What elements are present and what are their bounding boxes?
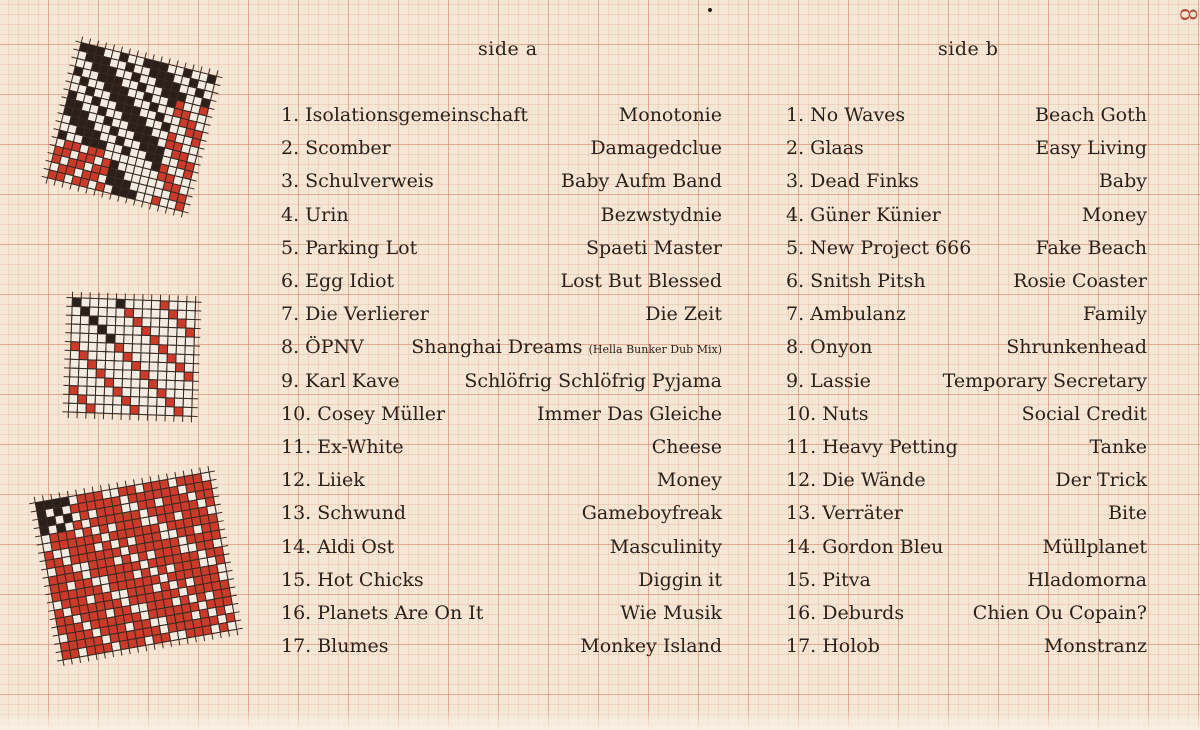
track-number: 7. bbox=[281, 303, 300, 326]
track-number: 6. bbox=[281, 270, 300, 292]
track-row bbox=[786, 299, 1147, 329]
track-number: 17. bbox=[281, 635, 312, 658]
corner-mark: 8 bbox=[1174, 7, 1200, 22]
track-title bbox=[1006, 336, 1147, 358]
track-left bbox=[281, 137, 391, 159]
track-title-note: (Hella Bunker Dub Mix) bbox=[588, 343, 722, 357]
track-left bbox=[281, 635, 389, 657]
track-artist: Schwund bbox=[317, 502, 407, 525]
track-title bbox=[1036, 237, 1147, 259]
track-number: 16. bbox=[281, 602, 312, 624]
track-artist: Scomber bbox=[305, 137, 391, 160]
track-left bbox=[281, 403, 445, 425]
track-number: 9. bbox=[786, 369, 805, 392]
track-left bbox=[281, 436, 404, 458]
track-artist: Cosey Müller bbox=[317, 402, 446, 425]
track-left bbox=[786, 336, 872, 358]
track-left bbox=[281, 336, 364, 358]
track-artist: Snitsh Pitsh bbox=[810, 270, 926, 292]
track-left bbox=[281, 370, 399, 392]
track-left bbox=[786, 104, 905, 126]
track-title-text: Money bbox=[656, 469, 722, 492]
track-title bbox=[561, 170, 722, 192]
track-title bbox=[619, 104, 722, 126]
track-title bbox=[586, 237, 722, 259]
track-artist: Die Wände bbox=[822, 469, 926, 492]
track-title bbox=[411, 336, 722, 358]
track-number: 2. bbox=[786, 137, 805, 160]
track-left bbox=[281, 469, 365, 491]
track-number: 9. bbox=[281, 369, 300, 392]
track-title-text: Shanghai Dreams bbox=[411, 336, 583, 359]
track-artist: ÖPNV bbox=[305, 336, 364, 359]
ink-dot bbox=[708, 8, 712, 12]
track-row bbox=[281, 299, 722, 329]
track-title bbox=[1055, 469, 1147, 491]
track-artist: Onyon bbox=[810, 336, 873, 359]
track-artist: Karl Kave bbox=[305, 369, 400, 392]
track-left bbox=[786, 204, 941, 226]
track-left bbox=[281, 237, 417, 259]
track-row bbox=[786, 200, 1147, 230]
track-artist: Parking Lot bbox=[305, 236, 418, 259]
track-number: 3. bbox=[786, 170, 805, 193]
track-artist: Urin bbox=[305, 203, 349, 226]
track-title-text: Rosie Coaster bbox=[1013, 270, 1147, 292]
track-title-text: Monstranz bbox=[1043, 635, 1147, 658]
track-left bbox=[786, 536, 943, 558]
track-title-text: Damagedclue bbox=[590, 137, 722, 160]
track-left bbox=[786, 137, 864, 159]
track-artist: New Project 666 bbox=[810, 236, 972, 259]
track-row bbox=[281, 399, 722, 429]
track-title bbox=[652, 436, 722, 458]
track-artist: Nuts bbox=[822, 402, 869, 425]
track-row bbox=[786, 465, 1147, 495]
track-row bbox=[786, 233, 1147, 263]
track-title bbox=[601, 204, 722, 226]
track-row bbox=[281, 631, 722, 661]
track-artist: Deburds bbox=[822, 602, 905, 624]
track-artist: No Waves bbox=[810, 104, 906, 126]
track-left bbox=[281, 502, 406, 524]
track-row bbox=[786, 266, 1147, 296]
weave-pattern-diagonal-stripes-icon bbox=[40, 22, 225, 232]
track-number: 7. bbox=[786, 303, 805, 326]
track-number: 5. bbox=[786, 236, 805, 259]
track-number: 10. bbox=[281, 402, 312, 425]
track-number: 14. bbox=[786, 535, 817, 558]
track-number: 3. bbox=[281, 170, 300, 193]
track-title bbox=[464, 370, 722, 392]
track-artist: Verräter bbox=[822, 502, 903, 525]
track-row bbox=[281, 233, 722, 263]
track-title-text: Monkey Island bbox=[580, 635, 722, 658]
track-number: 5. bbox=[281, 236, 300, 259]
track-left bbox=[281, 303, 429, 325]
track-number: 13. bbox=[786, 502, 817, 525]
track-left bbox=[281, 569, 424, 591]
track-title bbox=[1044, 635, 1147, 657]
track-row bbox=[786, 133, 1147, 163]
track-row bbox=[786, 498, 1147, 528]
track-number: 4. bbox=[281, 203, 300, 226]
track-title-text: Masculinity bbox=[609, 535, 722, 558]
track-artist: Lassie bbox=[810, 369, 871, 392]
track-title bbox=[943, 370, 1147, 392]
track-left bbox=[786, 635, 880, 657]
track-artist: Liiek bbox=[317, 469, 365, 492]
track-title bbox=[1027, 569, 1147, 591]
track-left bbox=[281, 204, 349, 226]
track-title-text: Cheese bbox=[651, 436, 722, 458]
track-artist: Schulverweis bbox=[305, 170, 434, 193]
track-row bbox=[786, 366, 1147, 396]
track-left bbox=[786, 403, 868, 425]
track-artist: Gordon Bleu bbox=[822, 535, 944, 558]
track-row bbox=[281, 366, 722, 396]
track-title bbox=[580, 635, 722, 657]
track-artist: Glaas bbox=[810, 137, 864, 160]
track-artist: Hot Chicks bbox=[317, 568, 424, 591]
track-artist: Pitva bbox=[822, 568, 871, 591]
track-number: 4. bbox=[786, 203, 805, 226]
track-row bbox=[281, 200, 722, 230]
track-left bbox=[786, 270, 926, 292]
track-row bbox=[281, 465, 722, 495]
track-row bbox=[786, 532, 1147, 562]
track-title bbox=[1022, 403, 1147, 425]
track-title-text: Tanke bbox=[1089, 436, 1147, 458]
track-artist: Ex-White bbox=[317, 436, 404, 458]
track-artist: Blumes bbox=[317, 635, 389, 658]
track-title-text: Fake Beach bbox=[1035, 236, 1147, 259]
track-left bbox=[281, 270, 394, 292]
track-title bbox=[1035, 104, 1147, 126]
track-number: 2. bbox=[281, 137, 300, 160]
track-title-text: Social Credit bbox=[1021, 402, 1147, 425]
track-number: 10. bbox=[786, 402, 817, 425]
track-artist: Heavy Petting bbox=[822, 436, 958, 458]
weave-pattern-red-stripes-icon bbox=[60, 290, 205, 425]
track-left bbox=[786, 170, 919, 192]
track-row bbox=[281, 598, 722, 628]
track-title bbox=[1083, 303, 1147, 325]
track-artist: Ambulanz bbox=[810, 303, 906, 326]
track-left bbox=[281, 170, 434, 192]
track-artist: Holob bbox=[822, 635, 880, 658]
track-title-text: Money bbox=[1081, 203, 1147, 226]
track-left bbox=[786, 237, 971, 259]
track-row bbox=[786, 100, 1147, 130]
track-left bbox=[281, 104, 528, 126]
track-number: 1. bbox=[281, 104, 300, 126]
track-title bbox=[610, 536, 722, 558]
track-number: 13. bbox=[281, 502, 312, 525]
track-row bbox=[786, 565, 1147, 595]
track-number: 6. bbox=[786, 270, 805, 292]
track-row bbox=[281, 100, 722, 130]
track-left bbox=[786, 436, 958, 458]
track-row bbox=[281, 532, 722, 562]
track-title-text: Wie Musik bbox=[620, 602, 722, 624]
weave-pattern-red-check-icon bbox=[24, 462, 249, 672]
track-title-text: Diggin it bbox=[638, 568, 722, 591]
track-title-text: Beach Goth bbox=[1035, 104, 1147, 126]
track-number: 12. bbox=[786, 469, 817, 492]
track-number: 1. bbox=[786, 104, 805, 126]
track-row bbox=[281, 332, 722, 362]
track-number: 8. bbox=[786, 336, 805, 359]
track-title-text: Der Trick bbox=[1055, 469, 1147, 492]
track-number: 8. bbox=[281, 336, 300, 359]
track-left bbox=[281, 602, 483, 624]
track-artist: Planets Are On It bbox=[317, 602, 484, 624]
track-row bbox=[281, 432, 722, 462]
track-title bbox=[582, 502, 722, 524]
track-title-text: Immer Das Gleiche bbox=[537, 402, 722, 425]
track-row bbox=[786, 432, 1147, 462]
track-row bbox=[786, 598, 1147, 628]
track-title-text: Die Zeit bbox=[645, 303, 722, 326]
track-number: 17. bbox=[786, 635, 817, 658]
track-title bbox=[1099, 170, 1147, 192]
track-left bbox=[786, 502, 903, 524]
track-title-text: Schlöfrig Schlöfrig Pyjama bbox=[464, 369, 722, 392]
track-title bbox=[590, 137, 722, 159]
side-b-title: side b bbox=[938, 38, 999, 60]
track-title-text: Bite bbox=[1108, 502, 1147, 525]
track-title bbox=[638, 569, 722, 591]
track-left bbox=[281, 536, 394, 558]
track-title bbox=[1013, 270, 1147, 292]
track-number: 15. bbox=[786, 568, 817, 591]
track-title bbox=[1042, 536, 1147, 558]
track-left bbox=[786, 602, 904, 624]
track-number: 16. bbox=[786, 602, 817, 624]
track-left bbox=[786, 569, 871, 591]
track-artist: Güner Künier bbox=[810, 203, 941, 226]
track-artist: Die Verlierer bbox=[305, 303, 429, 326]
track-left bbox=[786, 303, 906, 325]
track-title-text: Baby Aufm Band bbox=[561, 170, 722, 193]
track-artist: Egg Idiot bbox=[305, 270, 395, 292]
track-title-text: Baby bbox=[1098, 170, 1147, 193]
track-number: 11. bbox=[786, 436, 817, 458]
track-row bbox=[786, 332, 1147, 362]
track-row bbox=[786, 631, 1147, 661]
track-title bbox=[657, 469, 722, 491]
track-title bbox=[973, 602, 1147, 624]
track-title-text: Müllplanet bbox=[1042, 535, 1147, 558]
track-artist: Aldi Ost bbox=[317, 535, 395, 558]
track-title-text: Easy Living bbox=[1035, 137, 1147, 160]
track-row bbox=[786, 166, 1147, 196]
track-title bbox=[620, 602, 722, 624]
track-title bbox=[645, 303, 722, 325]
track-title-text: Chien Ou Copain? bbox=[972, 602, 1147, 624]
track-left bbox=[786, 469, 926, 491]
track-title-text: Monotonie bbox=[618, 104, 722, 126]
track-title-text: Gameboyfreak bbox=[581, 502, 722, 525]
track-number: 15. bbox=[281, 568, 312, 591]
track-number: 14. bbox=[281, 535, 312, 558]
track-title bbox=[1082, 204, 1147, 226]
track-row bbox=[281, 133, 722, 163]
track-title-text: Hladomorna bbox=[1027, 568, 1147, 591]
track-title bbox=[1108, 502, 1147, 524]
paper-edge bbox=[0, 710, 1200, 730]
track-row bbox=[281, 166, 722, 196]
track-title bbox=[560, 270, 722, 292]
track-row bbox=[281, 565, 722, 595]
track-title-text: Family bbox=[1082, 303, 1147, 326]
side-a-title: side a bbox=[478, 38, 538, 60]
track-title-text: Bezwstydnie bbox=[600, 203, 722, 226]
track-left bbox=[786, 370, 871, 392]
track-title bbox=[537, 403, 722, 425]
track-title bbox=[1035, 137, 1147, 159]
track-number: 11. bbox=[281, 436, 312, 458]
track-title bbox=[1089, 436, 1147, 458]
track-number: 12. bbox=[281, 469, 312, 492]
track-title-text: Lost But Blessed bbox=[560, 270, 722, 292]
track-title-text: Spaeti Master bbox=[586, 236, 722, 259]
track-artist: Dead Finks bbox=[810, 170, 919, 193]
track-row bbox=[786, 399, 1147, 429]
track-artist: Isolationsgemeinschaft bbox=[305, 104, 528, 126]
track-title-text: Temporary Secretary bbox=[942, 369, 1147, 392]
track-row bbox=[281, 498, 722, 528]
track-row bbox=[281, 266, 722, 296]
track-title-text: Shrunkenhead bbox=[1006, 336, 1147, 359]
